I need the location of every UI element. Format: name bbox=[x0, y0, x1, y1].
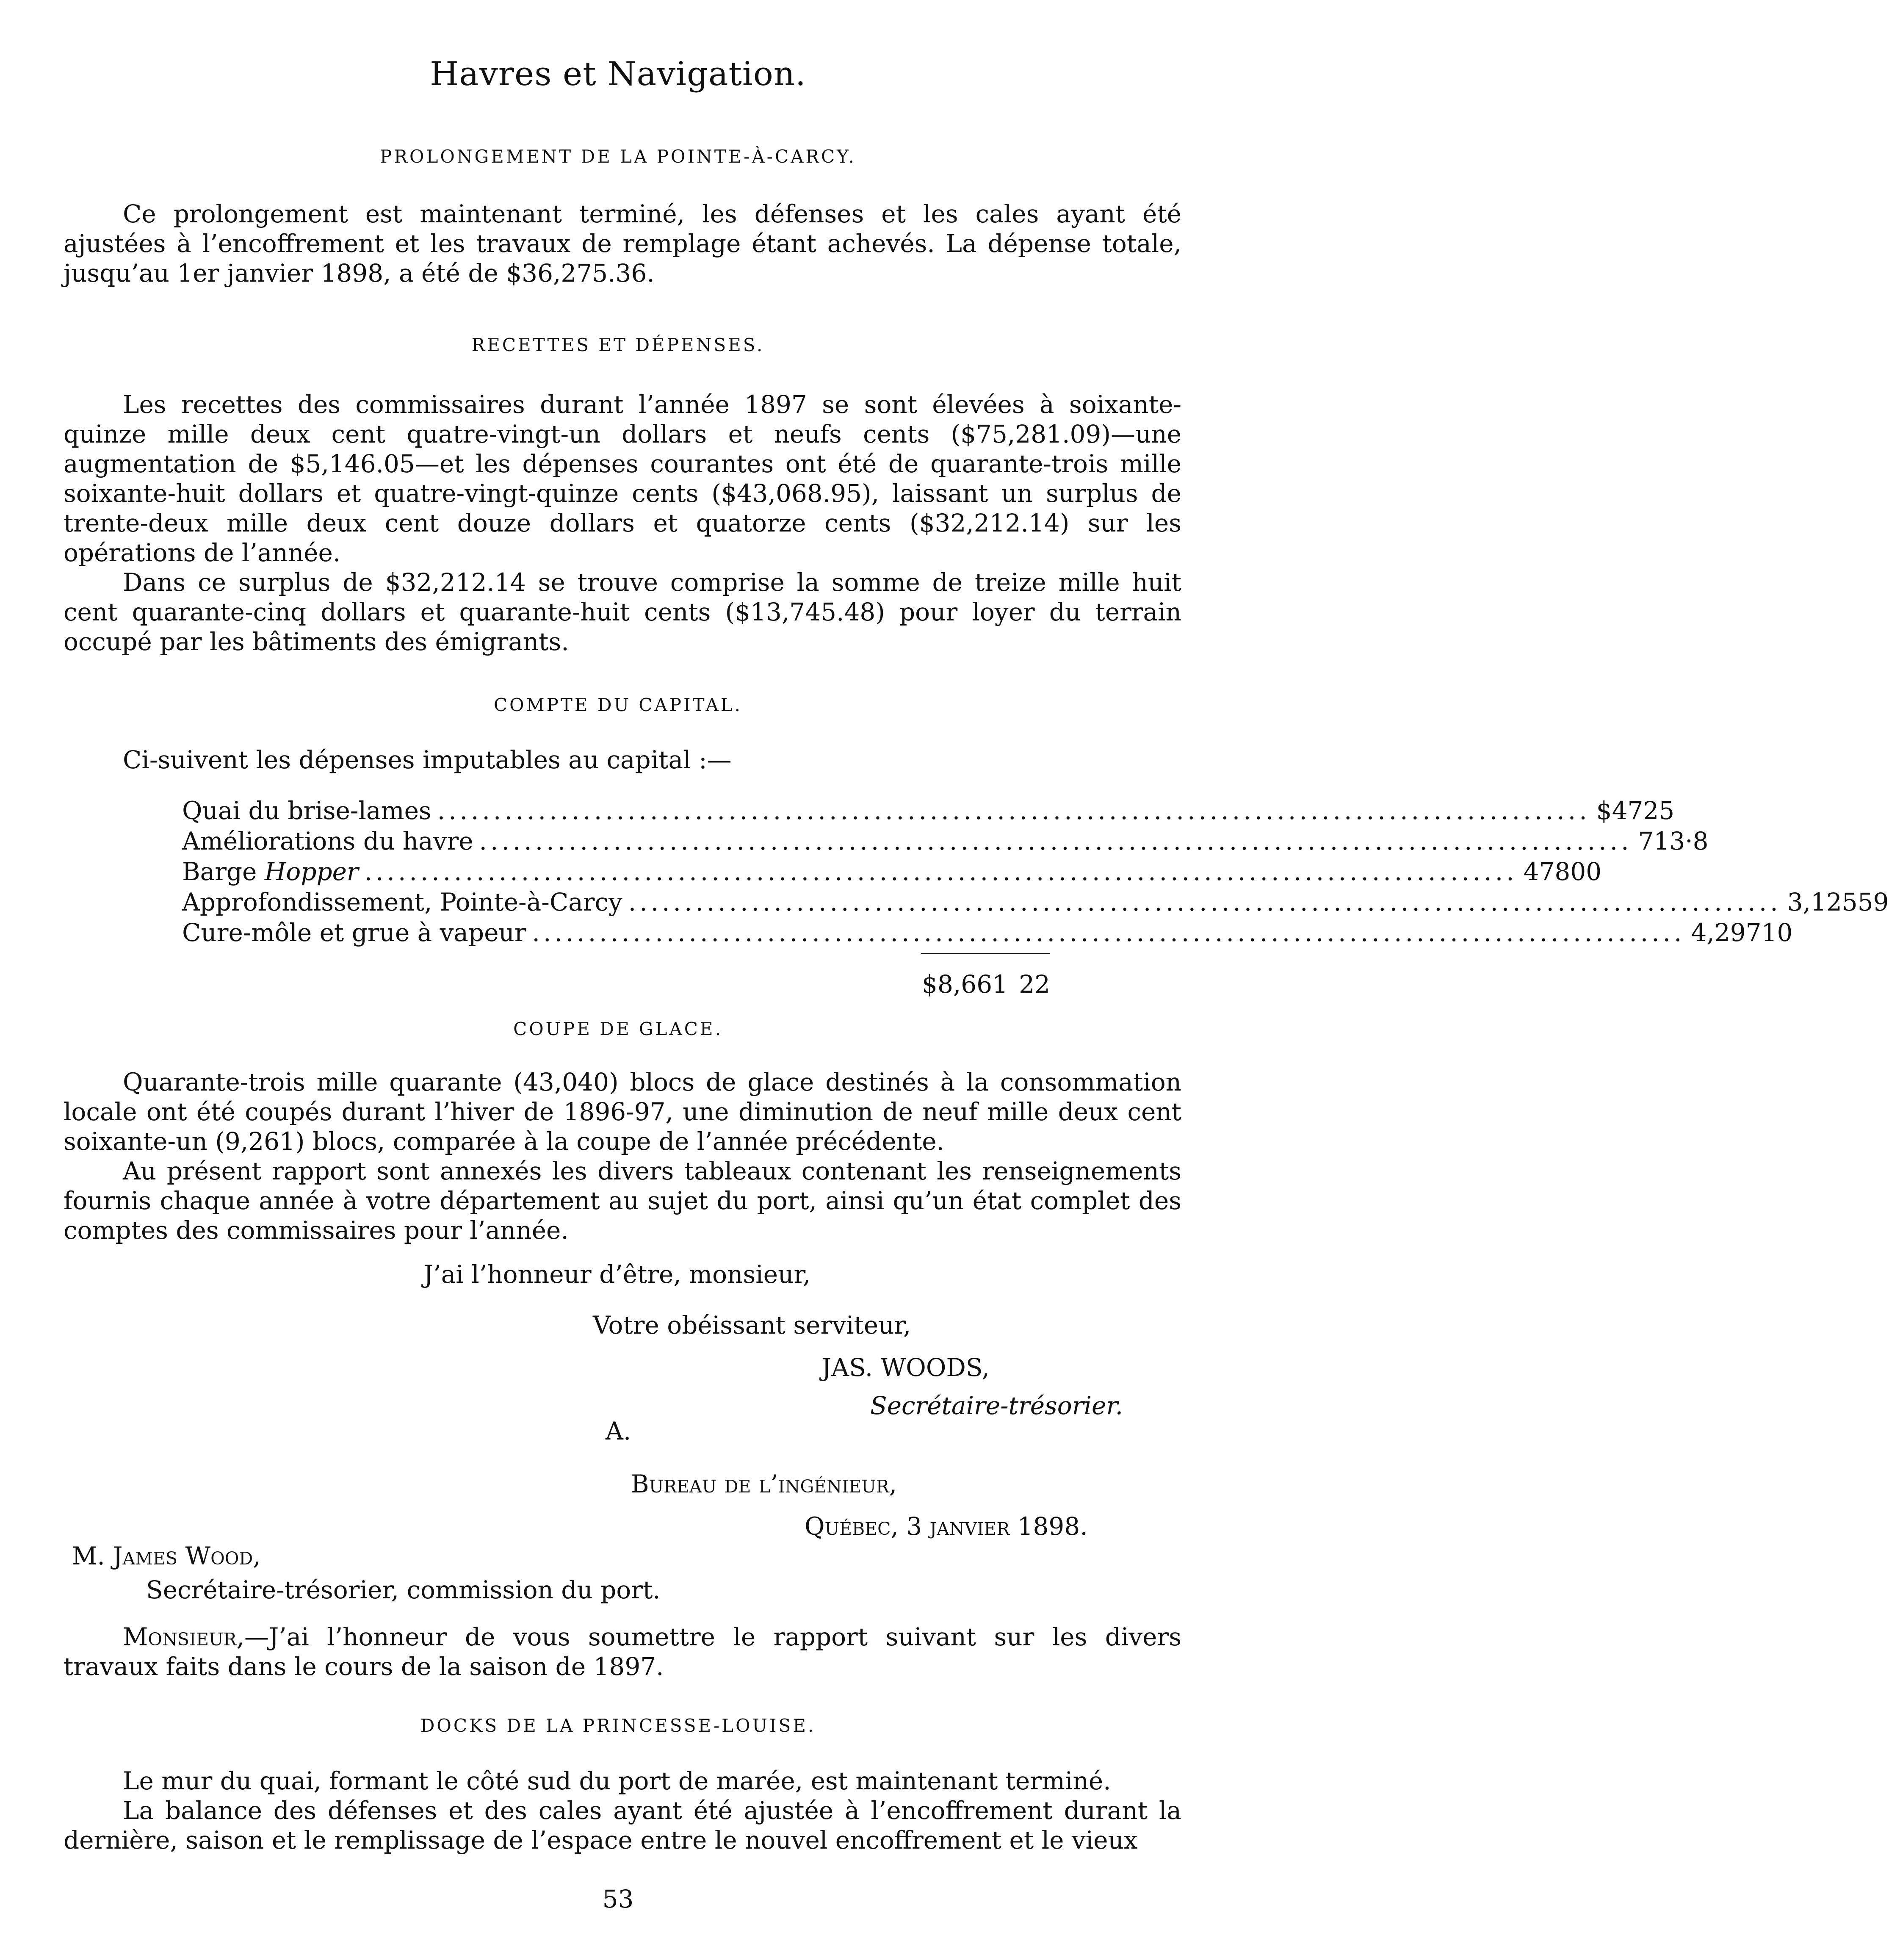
annex-place-date-text: Québec, 3 janvier 1898. bbox=[805, 1512, 1088, 1541]
ledger-row bbox=[182, 796, 1675, 827]
paragraph-coupe-glace: Quarante-trois mille quarante (43,040) blocs de glace destinés à la consommation locale ont été coupés durant l’hiver de 1896-97, une diminution de neuf mille deux cent soixante-un (9,261) blocs, comparée à la coupe de l’année précédente. bbox=[64, 1068, 1181, 1156]
annex-place-date bbox=[805, 1512, 1088, 1541]
ledger-row bbox=[182, 918, 1793, 949]
capital-ledger bbox=[182, 796, 1889, 949]
ledger-cents: 59 bbox=[1857, 888, 1889, 916]
leader-dots: ....................................................................................................... bbox=[479, 827, 1632, 855]
ledger-row bbox=[182, 857, 1602, 888]
ledger-cents: 10 bbox=[1761, 918, 1793, 947]
paragraph-recettes: Les recettes des commissaires durant l’année 1897 se sont élevées à soixante-quinze mille deux cent quatre-vingt-un dollars et neufs cents ($75,281.09)—une augmentation de $5,146.05—et les dépenses courantes ont été de quarante-trois mille soixante-huit dollars et quatre-vingt-quinze cents ($43,068.95), laissant un surplus de trente-deux mille deux cent douze dollars et quatorze cents ($32,212.14) sur les opérations de l’année. bbox=[64, 390, 1181, 567]
page-header: Havres et Navigation. bbox=[430, 55, 806, 93]
closing-line-1: J’ai l’honneur d’être, monsieur, bbox=[423, 1260, 811, 1289]
capital-intro: Ci-suivent les dépenses imputables au capital :— bbox=[123, 745, 732, 774]
recipient-title: Secrétaire-trésorier, commission du port. bbox=[146, 1575, 661, 1604]
ledger-label-prefix: Barge bbox=[182, 857, 265, 886]
leader-dots: ....................................................................................................... bbox=[364, 857, 1518, 886]
paragraph-surplus: Dans ce surplus de $32,212.14 se trouve comprise la somme de treize mille huit cent quarante-cinq dollars et quarante-huit cents ($13,745.48) pour loyer du terrain occupé par les bâtiments des émigrants. bbox=[64, 568, 1181, 656]
total-rule bbox=[921, 953, 1050, 954]
ledger-label: Cure-môle et grue à vapeur bbox=[182, 918, 526, 947]
ledger-dollar: $ bbox=[1596, 796, 1612, 825]
ledger-cents: 00 bbox=[1570, 857, 1602, 886]
leader-dots: ....................................................................................................... bbox=[437, 796, 1590, 825]
paragraph-docks-2: La balance des défenses et des cales ayant été ajustée à l’encoffrement durant la dernière, saison et le remplissage de l’espace entre le nouvel encoffrement et le vieux bbox=[64, 1796, 1181, 1855]
leader-dots: ....................................................................................................... bbox=[628, 888, 1781, 916]
ledger-amount: 478 bbox=[1523, 857, 1571, 886]
signatory-name: JAS. WOODS, bbox=[821, 1353, 990, 1382]
section-heading-compte-capital: COMPTE DU CAPITAL. bbox=[494, 695, 742, 715]
leader-dots: ....................................................................................................... bbox=[532, 918, 1685, 947]
ledger-label-italic: Hopper bbox=[264, 857, 359, 886]
letter-opening bbox=[64, 1622, 1181, 1681]
signatory-title: Secrétaire-trésorier. bbox=[870, 1391, 1123, 1420]
ledger-amount: 47 bbox=[1612, 796, 1643, 825]
section-heading-coupe-glace: COUPE DE GLACE. bbox=[513, 1019, 723, 1039]
recipient-name-text: M. James Wood, bbox=[72, 1542, 261, 1570]
ledger-label: Approfondissement, Pointe-à-Carcy bbox=[182, 888, 622, 916]
ledger-cents: 25 bbox=[1643, 796, 1675, 825]
ledger-amount: 4,297 bbox=[1691, 918, 1762, 947]
ledger-label: Améliorations du havre bbox=[182, 827, 473, 855]
paragraph-docks-1: Le mur du quai, formant le côté sud du port de marée, est maintenant terminé. bbox=[123, 1766, 1111, 1795]
ledger-label bbox=[182, 857, 359, 886]
section-heading-pointe-a-carcy: PROLONGEMENT DE LA POINTE-À-CARCY. bbox=[380, 146, 856, 167]
page-number: 53 bbox=[602, 1885, 634, 1913]
ledger-label: Quai du brise-lames bbox=[182, 796, 431, 825]
paragraph-pointe-a-carcy: Ce prolongement est maintenant terminé, les défenses et les cales ayant été ajustées à l’encoffrement et les travaux de remplage étant achevés. La dépense totale, jusqu’au 1er janvier 1898, a été de $36,275.36. bbox=[64, 199, 1181, 288]
ledger-row bbox=[182, 888, 1889, 918]
closing-line-2: Votre obéissant serviteur, bbox=[593, 1311, 911, 1340]
annex-office: Bureau de l’ingénieur, bbox=[631, 1470, 897, 1498]
ledger-amount: 3,125 bbox=[1787, 888, 1858, 916]
section-heading-docks: DOCKS DE LA PRINCESSE-LOUISE. bbox=[420, 1715, 816, 1736]
total-cents: 22 bbox=[1019, 970, 1050, 999]
section-heading-recettes: RECETTES ET DÉPENSES. bbox=[471, 335, 765, 355]
salutation: Monsieur, bbox=[123, 1622, 244, 1651]
total-amount: $8,661 bbox=[922, 970, 1008, 999]
paragraph-annexes: Au présent rapport sont annexés les divers tableaux contenant les renseignements fournis chaque année à votre département au sujet du port, ainsi qu’un état complet des comptes des commissaires pour l’année. bbox=[64, 1157, 1181, 1245]
ledger-row bbox=[182, 827, 1709, 857]
ledger-cents: ·8 bbox=[1685, 827, 1709, 855]
ledger-amount: 713 bbox=[1638, 827, 1685, 855]
letter-body: —J’ai l’honneur de vous soumettre le rapport suivant sur les divers travaux faits dans le cours de la saison de 1897. bbox=[64, 1622, 1181, 1681]
annex-letter: A. bbox=[606, 1417, 631, 1445]
recipient-name bbox=[72, 1542, 261, 1570]
capital-total bbox=[902, 970, 1050, 999]
